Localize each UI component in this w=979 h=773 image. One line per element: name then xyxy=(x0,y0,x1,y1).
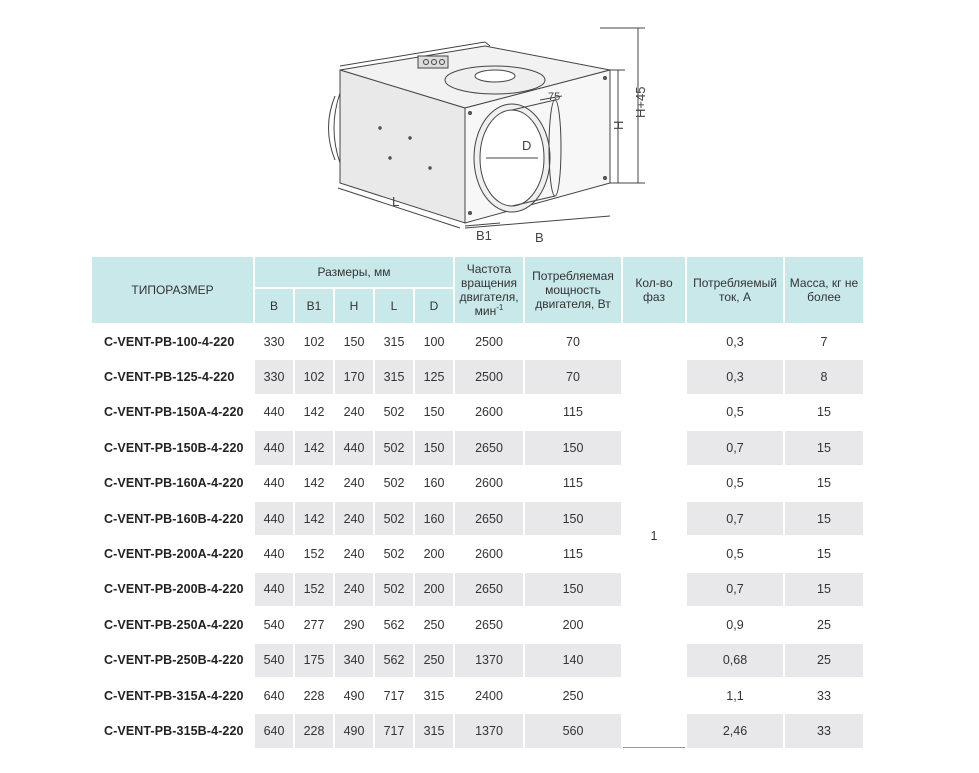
label-b: B xyxy=(535,230,544,245)
cell-model: C-VENT-PB-315A-4-220 xyxy=(104,688,244,703)
cell-mass: 8 xyxy=(785,360,863,393)
cell-model: C-VENT-PB-100-4-220 xyxy=(104,334,235,349)
cell-b: 640 xyxy=(255,714,293,747)
table-row xyxy=(92,714,863,747)
table-row xyxy=(92,608,863,641)
cell-mass: 33 xyxy=(817,688,831,703)
cell-power: 560 xyxy=(525,714,621,747)
cell-b1: 228 xyxy=(295,714,333,747)
cell-h: 340 xyxy=(335,644,373,677)
cell-model: C-VENT-PB-160A-4-220 xyxy=(104,476,244,491)
table-row xyxy=(92,325,863,358)
cell-h: 490 xyxy=(343,688,365,703)
cell-b1: 142 xyxy=(295,502,333,535)
cell-h: 240 xyxy=(335,573,373,606)
label-h: H xyxy=(611,120,626,130)
cell-b: 330 xyxy=(255,360,293,393)
cell-l: 717 xyxy=(383,688,405,703)
cell-current: 1,1 xyxy=(726,688,744,703)
cell-h: 440 xyxy=(335,431,373,464)
cell-b: 640 xyxy=(263,688,285,703)
header-current: Потребляемый ток, А xyxy=(687,257,783,323)
cell-speed: 2400 xyxy=(475,688,503,703)
header-phases: Кол-во фаз xyxy=(623,257,685,323)
cell-b1: 152 xyxy=(303,547,325,562)
cell-current: 0,9 xyxy=(726,617,744,632)
table-row xyxy=(92,679,863,712)
table-row xyxy=(92,467,863,500)
cell-power: 150 xyxy=(525,431,621,464)
cell-b1: 228 xyxy=(303,688,325,703)
label-d: D xyxy=(522,138,532,153)
cell-b1: 102 xyxy=(303,334,325,349)
cell-l: 315 xyxy=(383,334,405,349)
header-dim-b: B xyxy=(255,289,293,323)
cell-h: 490 xyxy=(335,714,373,747)
cell-d: 200 xyxy=(415,573,453,606)
cell-speed: 2650 xyxy=(455,573,523,606)
cell-d: 150 xyxy=(423,405,445,420)
dim-line-b xyxy=(465,216,610,228)
cell-d: 315 xyxy=(423,688,445,703)
cell-mass: 15 xyxy=(785,573,863,606)
cell-l: 562 xyxy=(375,644,413,677)
cell-l: 562 xyxy=(383,617,405,632)
intake-rim xyxy=(334,93,340,163)
cell-mass: 33 xyxy=(785,714,863,747)
table-row xyxy=(92,360,863,393)
cell-d: 250 xyxy=(415,644,453,677)
cell-model: C-VENT-PB-125-4-220 xyxy=(104,370,235,385)
cell-power: 70 xyxy=(566,334,580,349)
cell-h: 150 xyxy=(343,334,365,349)
cell-l: 502 xyxy=(383,547,405,562)
cell-l: 717 xyxy=(375,714,413,747)
cell-d: 150 xyxy=(415,431,453,464)
table-row xyxy=(92,431,863,464)
cell-d: 250 xyxy=(423,617,445,632)
cell-current: 0,7 xyxy=(687,431,783,464)
cell-b: 540 xyxy=(263,617,285,632)
cell-mass: 15 xyxy=(817,547,831,562)
cell-d: 160 xyxy=(415,502,453,535)
header-dim-b1: B1 xyxy=(295,289,333,323)
table-row xyxy=(92,644,863,677)
label-h45: H+45 xyxy=(633,86,648,118)
cell-current: 0,3 xyxy=(726,334,744,349)
cell-speed: 2600 xyxy=(475,405,503,420)
cell-b1: 277 xyxy=(303,617,325,632)
cell-current: 0,68 xyxy=(687,644,783,677)
cell-current: 0,5 xyxy=(726,547,744,562)
cell-power: 115 xyxy=(563,405,583,420)
cell-model: C-VENT-PB-315B-4-220 xyxy=(104,723,244,738)
header-dim-d: D xyxy=(415,289,453,323)
cell-power: 150 xyxy=(525,573,621,606)
cell-power: 115 xyxy=(563,547,583,562)
cell-b: 440 xyxy=(263,476,285,491)
cell-speed: 1370 xyxy=(455,714,523,747)
cell-d: 200 xyxy=(423,547,445,562)
cell-d: 160 xyxy=(423,476,445,491)
table-row xyxy=(92,537,863,570)
cell-l: 502 xyxy=(383,476,405,491)
cell-speed: 2650 xyxy=(455,502,523,535)
cell-power: 70 xyxy=(525,360,621,393)
cell-b: 330 xyxy=(263,334,285,349)
cell-current: 0,5 xyxy=(726,405,744,420)
cell-mass: 25 xyxy=(785,644,863,677)
cell-b: 440 xyxy=(263,405,285,420)
header-dim-h: H xyxy=(335,289,373,323)
spec-body xyxy=(92,325,863,748)
cell-speed: 2600 xyxy=(475,476,503,491)
cell-speed: 2650 xyxy=(475,617,503,632)
cell-h: 240 xyxy=(343,547,365,562)
label-75: 75 xyxy=(548,91,561,103)
cell-power: 250 xyxy=(562,688,584,703)
cell-model: C-VENT-PB-160B-4-220 xyxy=(104,511,244,526)
table-row xyxy=(92,396,863,429)
table-row xyxy=(92,502,863,535)
cell-mass: 7 xyxy=(820,334,828,349)
terminal-box xyxy=(418,56,448,68)
cell-l: 502 xyxy=(383,405,405,420)
header-dimensions: Размеры, мм xyxy=(255,257,453,287)
cell-mass: 15 xyxy=(785,431,863,464)
cell-d: 315 xyxy=(415,714,453,747)
cell-b1: 175 xyxy=(295,644,333,677)
cell-model: C-VENT-PB-250B-4-220 xyxy=(104,653,244,668)
cell-h: 290 xyxy=(343,617,365,632)
cell-mass: 25 xyxy=(817,617,831,632)
cell-b: 440 xyxy=(255,502,293,535)
table-row xyxy=(92,573,863,606)
cell-b: 440 xyxy=(255,573,293,606)
cell-b: 440 xyxy=(263,547,285,562)
cell-l: 502 xyxy=(375,431,413,464)
cell-h: 240 xyxy=(343,476,365,491)
cell-b1: 142 xyxy=(303,405,325,420)
cell-speed: 1370 xyxy=(455,644,523,677)
cell-power: 140 xyxy=(525,644,621,677)
cell-h: 240 xyxy=(343,405,365,420)
cell-b1: 102 xyxy=(295,360,333,393)
cell-l: 502 xyxy=(375,573,413,606)
cell-speed: 2600 xyxy=(475,547,503,562)
cell-b1: 142 xyxy=(303,476,325,491)
cell-model: C-VENT-PB-200A-4-220 xyxy=(104,547,244,562)
header-speed-sup: -1 xyxy=(496,303,504,312)
fan-drawing xyxy=(300,18,680,250)
cell-l: 502 xyxy=(375,502,413,535)
cell-phases: 1 xyxy=(623,325,685,748)
cell-mass: 15 xyxy=(785,502,863,535)
header-speed-text: Частота вращения двигателя, мин xyxy=(459,262,519,318)
cell-mass: 15 xyxy=(817,476,831,491)
header-power: Потребляемая мощность двигателя, Вт xyxy=(525,257,621,323)
cell-l: 315 xyxy=(375,360,413,393)
cell-model: C-VENT-PB-150B-4-220 xyxy=(104,440,244,455)
cell-power: 150 xyxy=(525,502,621,535)
header-speed xyxy=(455,257,523,323)
cell-speed: 2500 xyxy=(475,334,503,349)
cell-current: 2,46 xyxy=(687,714,783,747)
cell-model: C-VENT-PB-200B-4-220 xyxy=(104,582,244,597)
label-l: L xyxy=(392,194,400,209)
cell-current: 0,7 xyxy=(687,573,783,606)
cell-current: 0,3 xyxy=(687,360,783,393)
cell-b: 440 xyxy=(255,431,293,464)
fan-drawing-svg xyxy=(300,18,680,250)
header-mass: Масса, кг не более xyxy=(785,257,863,323)
cell-h: 170 xyxy=(335,360,373,393)
cell-d: 100 xyxy=(423,334,445,349)
cell-model: C-VENT-PB-150A-4-220 xyxy=(104,405,244,420)
header-model: ТИПОРАЗМЕР xyxy=(92,257,253,323)
cell-b1: 142 xyxy=(295,431,333,464)
cell-speed: 2500 xyxy=(455,360,523,393)
cell-b1: 152 xyxy=(295,573,333,606)
cell-current: 0,5 xyxy=(726,476,744,491)
cell-speed: 2650 xyxy=(455,431,523,464)
cell-d: 125 xyxy=(415,360,453,393)
cell-b: 540 xyxy=(255,644,293,677)
header-dim-l: L xyxy=(375,289,413,323)
spec-table xyxy=(90,255,865,750)
cell-model: C-VENT-PB-250A-4-220 xyxy=(104,617,244,632)
cell-mass: 15 xyxy=(817,405,831,420)
cell-power: 200 xyxy=(562,617,584,632)
label-b1: B1 xyxy=(476,228,492,243)
cell-current: 0,7 xyxy=(687,502,783,535)
cell-h: 240 xyxy=(335,502,373,535)
cell-power: 115 xyxy=(563,476,583,491)
